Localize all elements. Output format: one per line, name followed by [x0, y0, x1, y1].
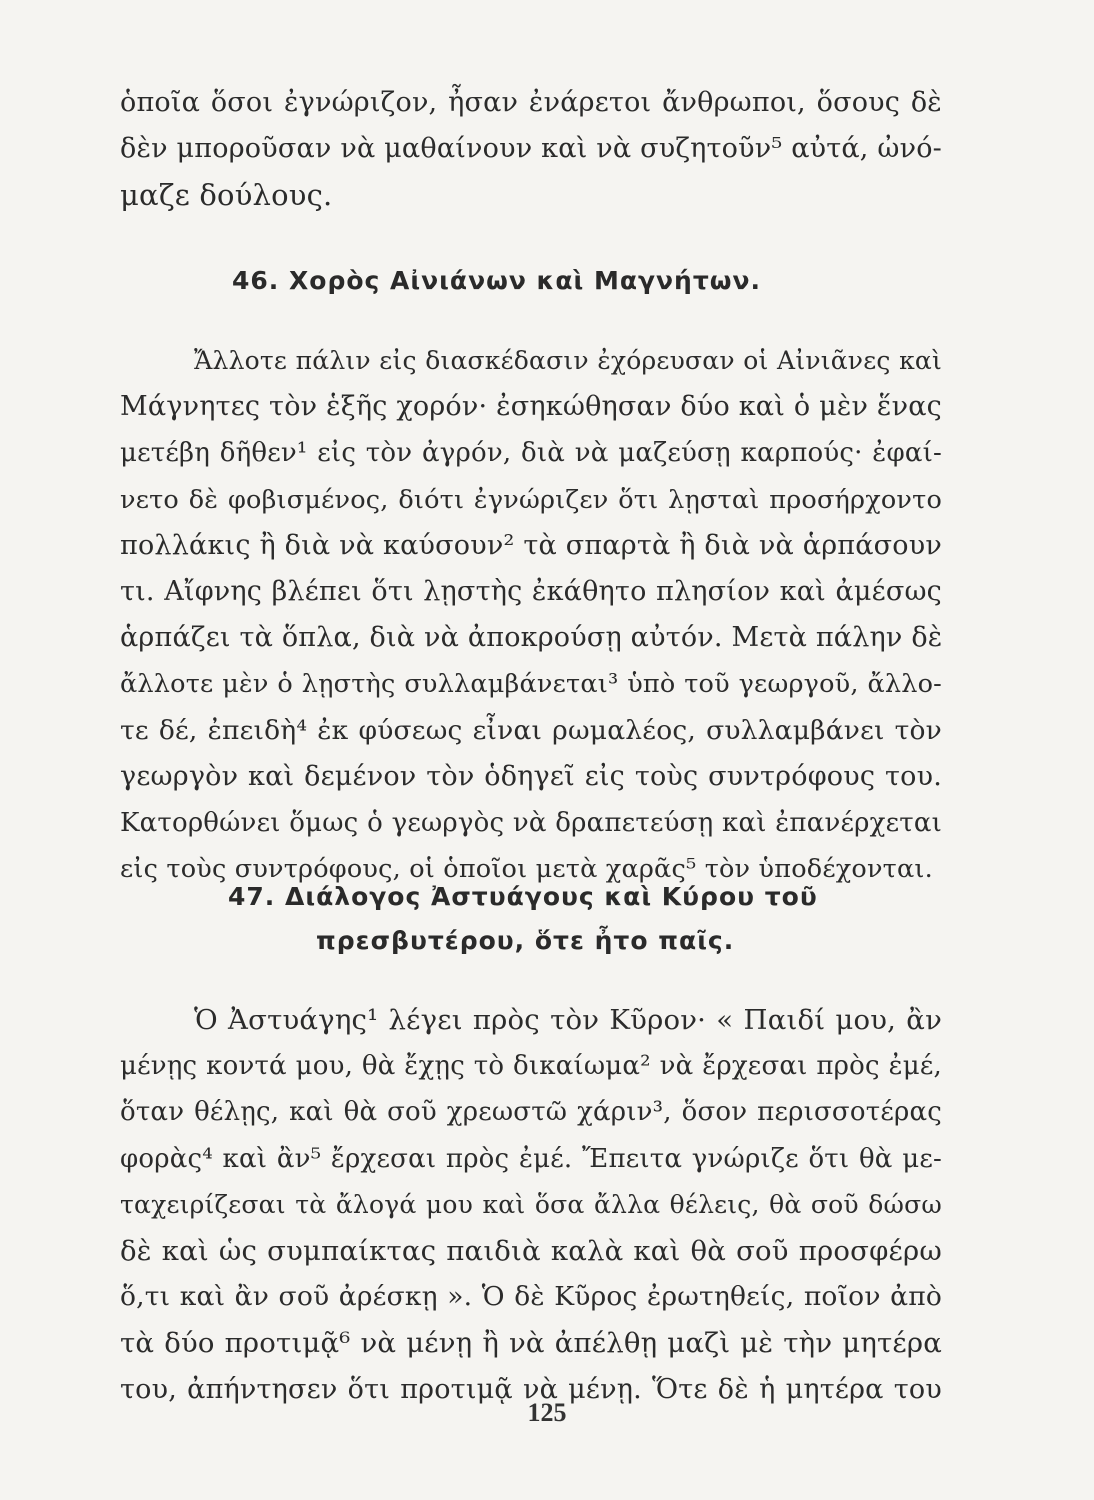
section-47-heading-line-1: 47. Διάλογος Ἀστυάγους καὶ Κύρου τοῦ — [228, 882, 818, 911]
intro-paragraph — [120, 80, 942, 219]
text-line: μαζε δούλους. — [120, 178, 333, 213]
text-line: Κατορθώνει ὅμως ὁ γεωργὸς νὰ δραπετεύσῃ καὶ ἐπανέρχεται — [120, 807, 942, 838]
text-line: εἰς τοὺς συντρόφους, οἱ ὁποῖοι μετὰ χαρᾶς⁵ τὸν ὑποδέχονται. — [120, 854, 933, 885]
text-line: ὁποῖα ὅσοι ἐγνώριζον, ἦσαν ἐνάρετοι ἄνθρωποι, ὅσους δὲ — [120, 87, 942, 118]
text-line: ἄλλοτε μὲν ὁ λῃστὴς συλλαμβάνεται³ ὑπὸ τοῦ γεωργοῦ, ἄλλο- — [120, 669, 942, 700]
text-line: πολλάκις ἢ διὰ νὰ καύσουν² τὰ σπαρτὰ ἢ διὰ νὰ ἁρπάσουν — [120, 529, 942, 561]
text-line: νετο δὲ φοβισμένος, διότι ἐγνώριζεν ὅτι λῃσταὶ προσήρχοντο — [120, 484, 942, 515]
text-line: ταχειρίζεσαι τὰ ἄλογά μου καὶ ὅσα ἄλλα θέλεις, θὰ σοῦ δώσω — [120, 1189, 942, 1219]
text-line: τε δέ, ἐπειδὴ⁴ ἐκ φύσεως εἶναι ρωμαλέος, συλλαμβάνει τὸν — [120, 714, 942, 746]
section-47-body — [120, 997, 942, 1413]
section-46-heading: 46. Χορὸς Αἰνιάνων καὶ Μαγνήτων. — [232, 266, 762, 295]
section-47-heading-line-2: πρεσβυτέρου, ὅτε ἦτο παῖς. — [316, 926, 735, 955]
section-46-body — [120, 338, 942, 892]
text-line: ὅ,τι καὶ ἂν σοῦ ἀρέσκῃ ». Ὁ δὲ Κῦρος ἐρωτηθείς, ποῖον ἀπὸ — [120, 1281, 942, 1313]
text-line: μένῃς κοντά μου, θὰ ἔχῃς τὸ δικαίωμα² νὰ ἔρχεσαι πρὸς ἐμέ, — [120, 1051, 942, 1082]
text-line: φορὰς⁴ καὶ ἂν⁵ ἔρχεσαι πρὸς ἐμέ. Ἔπειτα γνώριζε ὅτι θὰ με- — [120, 1143, 942, 1174]
text-line: τι. Αἴφνης βλέπει ὅτι λῃστὴς ἐκάθητο πλησίον καὶ ἀμέσως — [120, 575, 942, 607]
page-number: 125 — [527, 1398, 567, 1427]
text-line: ἁρπάζει τὰ ὅπλα, διὰ νὰ ἀποκρούσῃ αὐτόν. Μετὰ πάλην δὲ — [120, 622, 943, 654]
text-line: τὰ δύο προτιμᾷ⁶ νὰ μένῃ ἢ νὰ ἀπέλθῃ μαζὶ μὲ τὴν μητέρα — [120, 1327, 942, 1360]
text-line: του, ἀπήντησεν ὅτι προτιμᾷ νὰ μένῃ. Ὅτε δὲ ἡ μητέρα του — [120, 1373, 942, 1405]
text-line: δὲν μποροῦσαν νὰ μαθαίνουν καὶ νὰ συζητοῦν⁵ αὐτά, ὠνό- — [120, 133, 942, 165]
text-line: μετέβη δῆθεν¹ εἰς τὸν ἀγρόν, διὰ νὰ μαζεύσῃ καρπούς· ἐφαί- — [120, 438, 942, 469]
text-line: γεωργὸν καὶ δεμένον τὸν ὁδηγεῖ εἰς τοὺς συντρόφους του. — [120, 760, 942, 792]
text-line: Μάγνητες τὸν ἑξῆς χορόν· ἐσηκώθησαν δύο καὶ ὁ μὲν ἕνας — [120, 391, 942, 423]
text-line: Ἄλλοτε πάλιν εἰς διασκέδασιν ἐχόρευσαν οἱ Αἰνιᾶνες καὶ — [194, 346, 942, 375]
text-line: Ὁ Ἀστυάγης¹ λέγει πρὸς τὸν Κῦρον· « Παιδί μου, ἂν — [194, 1004, 942, 1036]
text-line: δὲ καὶ ὡς συμπαίκτας παιδιὰ καλὰ καὶ θὰ σοῦ προσφέρω — [120, 1234, 942, 1267]
text-line: ὅταν θέλῃς, καὶ θὰ σοῦ χρεωστῶ χάριν³, ὅσον περισσοτέρας — [120, 1097, 942, 1128]
